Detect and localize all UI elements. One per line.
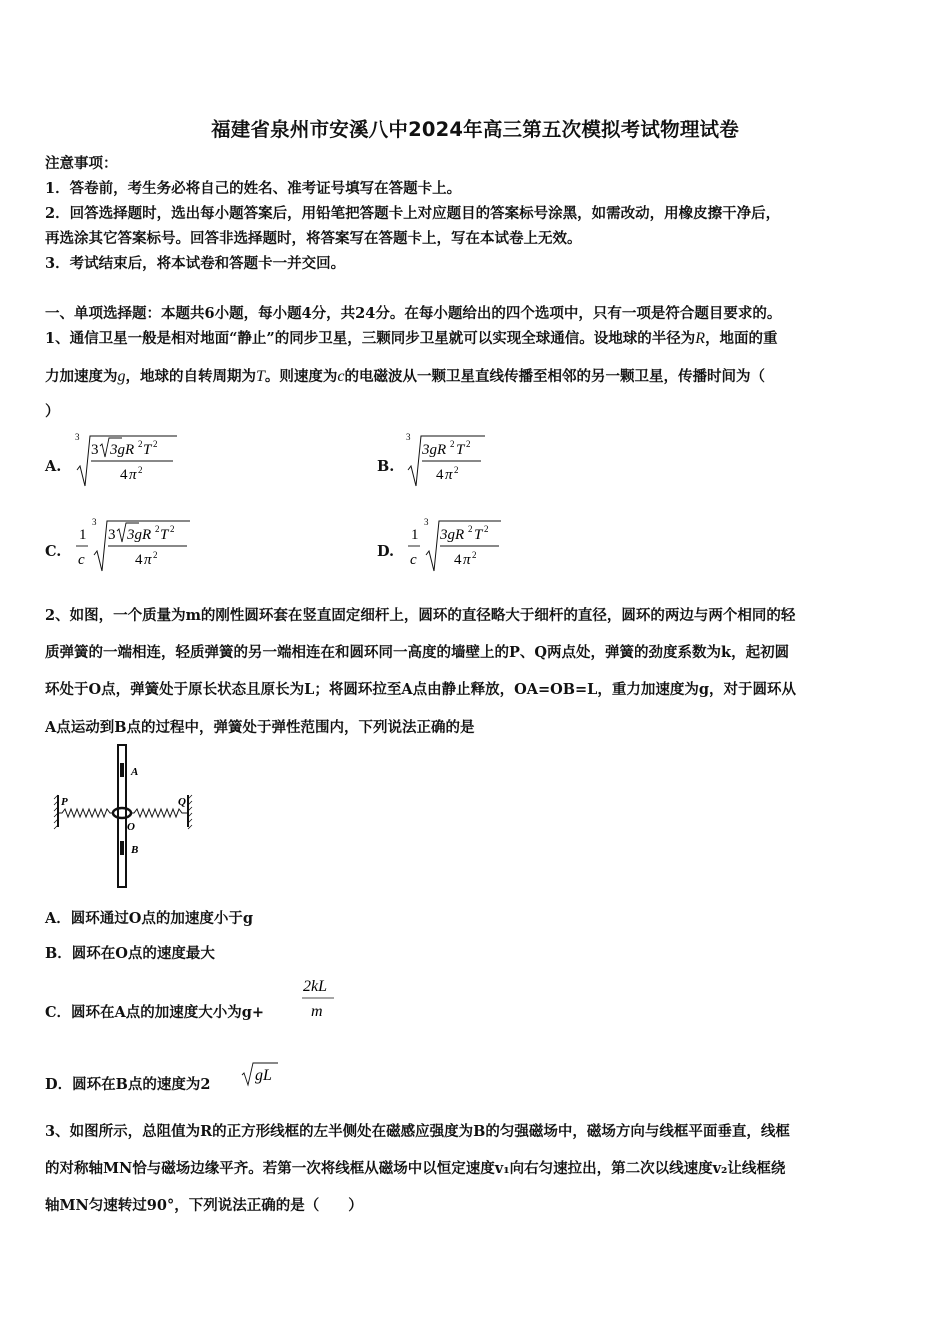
question-3-line: 3、如图所示，总阻值为R的正方形线框的左半侧处在磁感应强度为B的匀强磁场中，磁场方向与线框平面垂直，线框 xyxy=(45,1123,790,1140)
svg-text:π: π xyxy=(463,552,471,568)
svg-text:T: T xyxy=(456,442,465,458)
question-2-line: 质弹簧的一端相连，轻质弹簧的另一端相连在和圆环同一高度的墙壁上的P、Q两点处，弹簧的劲度系数为k，起初圆 xyxy=(45,644,790,661)
svg-text:T: T xyxy=(474,527,483,543)
figure-label-o: O xyxy=(127,821,135,833)
svg-text:π: π xyxy=(445,467,453,483)
svg-text:2: 2 xyxy=(484,524,489,534)
question-3-line: 的对称轴MN恰与磁场边缘平齐。若第一次将线框从磁场中以恒定速度v₁向右匀速拉出，第二次以线速度v₂让线框绕 xyxy=(45,1160,786,1177)
figure-label-a: A xyxy=(131,766,139,778)
formula-option-a xyxy=(72,430,182,490)
svg-text:3gR: 3gR xyxy=(110,442,135,458)
figure-label-b: B xyxy=(131,844,139,856)
q2-option-c: C．圆环在A点的加速度大小为g+ xyxy=(45,1004,265,1021)
svg-text:3: 3 xyxy=(75,432,80,442)
option-label: A. xyxy=(45,458,62,475)
svg-text:m: m xyxy=(311,1003,323,1020)
question-2-line: 2、如图，一个质量为m的刚性圆环套在竖直固定细杆上，圆环的直径略大于细杆的直径，圆环的两边与两个相同的轻 xyxy=(45,607,796,624)
question-1-line: 力加速度为g，地球的自转周期为T。则速度为c的电磁波从一颗卫星直线传播至相邻的另一颗卫星，传播时间为（ xyxy=(45,368,766,385)
ring-spring-figure xyxy=(52,743,197,891)
svg-text:2: 2 xyxy=(472,550,477,560)
q2-option-a: A．圆环通过O点的加速度小于g xyxy=(45,910,254,927)
svg-text:3gR: 3gR xyxy=(127,527,152,543)
q2-option-d: D．圆环在B点的速度为2 xyxy=(45,1076,211,1093)
figure-label-p: P xyxy=(61,796,68,808)
formula-option-b xyxy=(403,430,493,490)
question-2-line: 环处于O点，弹簧处于原长状态且原长为L；将圆环拉至A点由静止释放，OA=OB=L，重力加速度为g，对于圆环从 xyxy=(45,681,796,698)
formula-option-c xyxy=(72,515,197,575)
option-label: C. xyxy=(45,543,62,560)
svg-text:T: T xyxy=(143,442,152,458)
svg-text:2: 2 xyxy=(153,439,158,449)
svg-text:2: 2 xyxy=(450,439,455,449)
notice-item: 1．答卷前，考生务必将自己的姓名、准考证号填写在答题卡上。 xyxy=(45,180,462,197)
svg-text:3gR: 3gR xyxy=(422,442,447,458)
svg-text:3: 3 xyxy=(424,517,429,527)
svg-text:3: 3 xyxy=(108,527,116,543)
svg-text:1: 1 xyxy=(411,527,419,543)
formula-2kl-over-m xyxy=(300,973,340,1023)
svg-text:2: 2 xyxy=(468,524,473,534)
svg-text:1: 1 xyxy=(79,527,87,543)
svg-text:4: 4 xyxy=(135,552,143,568)
svg-text:4: 4 xyxy=(454,552,462,568)
notice-item: 2．回答选择题时，选出每小题答案后，用铅笔把答题卡上对应题目的答案标号涂黑，如需改动，用橡皮擦干净后， xyxy=(45,205,781,222)
svg-text:c: c xyxy=(410,552,417,568)
svg-text:gL: gL xyxy=(255,1067,272,1084)
option-label: D. xyxy=(377,543,395,560)
svg-text:2: 2 xyxy=(153,550,158,560)
svg-text:4: 4 xyxy=(120,467,128,483)
svg-text:2: 2 xyxy=(138,465,143,475)
svg-text:π: π xyxy=(144,552,152,568)
svg-text:2: 2 xyxy=(466,439,471,449)
formula-sqrt-gl xyxy=(240,1060,282,1090)
figure-label-q: Q xyxy=(178,796,186,808)
notice-item: 3．考试结束后，将本试卷和答题卡一并交回。 xyxy=(45,255,346,272)
svg-text:3: 3 xyxy=(91,442,99,458)
formula-option-d xyxy=(404,515,509,575)
question-3-line: 轴MN匀速转过90°，下列说法正确的是（ ） xyxy=(45,1197,363,1214)
notice-item: 再选涂其它答案标号。回答非选择题时，将答案写在答题卡上，写在本试卷上无效。 xyxy=(45,230,582,247)
svg-text:T: T xyxy=(160,527,169,543)
svg-text:4: 4 xyxy=(436,467,444,483)
svg-text:3: 3 xyxy=(92,517,97,527)
option-label: B. xyxy=(377,458,395,475)
svg-text:3: 3 xyxy=(406,432,411,442)
notice-heading: 注意事项： xyxy=(45,155,118,172)
svg-text:2: 2 xyxy=(138,439,143,449)
section-heading: 一、单项选择题：本题共6小题，每小题4分，共24分。在每小题给出的四个选项中，只有一项是符合题目要求的。 xyxy=(45,305,782,322)
svg-text:c: c xyxy=(78,552,85,568)
q2-option-b: B．圆环在O点的速度最大 xyxy=(45,945,215,962)
svg-text:2kL: 2kL xyxy=(303,978,327,995)
svg-text:π: π xyxy=(129,467,137,483)
page-title: 福建省泉州市安溪八中2024年高三第五次模拟考试物理试卷 xyxy=(211,118,739,141)
svg-text:2: 2 xyxy=(454,465,459,475)
question-2-line: A点运动到B点的过程中，弹簧处于弹性范围内，下列说法正确的是 xyxy=(45,719,475,736)
svg-text:2: 2 xyxy=(155,524,160,534)
svg-text:2: 2 xyxy=(170,524,175,534)
svg-text:3gR: 3gR xyxy=(440,527,465,543)
question-1-line: ） xyxy=(45,403,60,420)
question-1-line: 1、通信卫星一般是相对地面“静止”的同步卫星，三颗同步卫星就可以实现全球通信。设地球的半径为R，地面的重 xyxy=(45,330,778,347)
